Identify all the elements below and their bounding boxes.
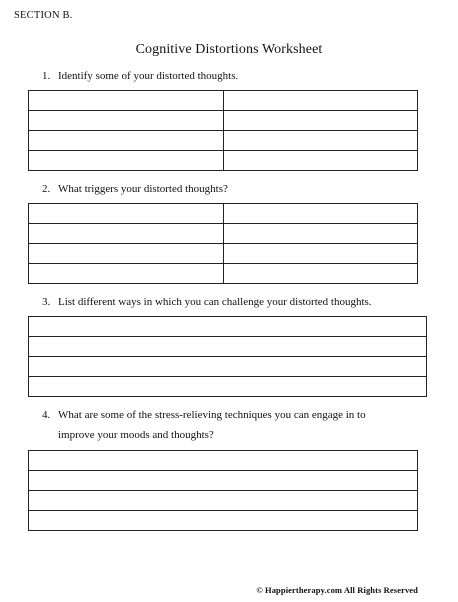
answer-table-3 bbox=[28, 316, 427, 397]
table-row bbox=[29, 264, 418, 284]
answer-cell[interactable] bbox=[29, 91, 224, 111]
table-row bbox=[29, 111, 418, 131]
question-number: 4. bbox=[42, 409, 51, 421]
answer-cell[interactable] bbox=[29, 357, 427, 377]
question-number: 1. bbox=[42, 70, 51, 82]
table-row bbox=[29, 151, 418, 171]
question-number: 3. bbox=[42, 296, 51, 308]
answer-cell[interactable] bbox=[29, 491, 418, 511]
section-label: SECTION B. bbox=[14, 10, 73, 21]
table-row bbox=[29, 357, 427, 377]
answer-cell[interactable] bbox=[223, 204, 418, 224]
question-text: What triggers your distorted thoughts? bbox=[58, 183, 228, 195]
answer-cell[interactable] bbox=[29, 264, 224, 284]
answer-cell[interactable] bbox=[29, 377, 427, 397]
table-row bbox=[29, 491, 418, 511]
answer-table-2 bbox=[28, 203, 418, 284]
answer-cell[interactable] bbox=[223, 151, 418, 171]
table-row bbox=[29, 204, 418, 224]
answer-cell[interactable] bbox=[29, 224, 224, 244]
answer-cell[interactable] bbox=[29, 317, 427, 337]
answer-table-1 bbox=[28, 90, 418, 171]
answer-cell[interactable] bbox=[29, 511, 418, 531]
table-row bbox=[29, 511, 418, 531]
answer-cell[interactable] bbox=[223, 244, 418, 264]
answer-table-4 bbox=[28, 450, 418, 531]
question-text: List different ways in which you can challenge your distorted thoughts. bbox=[58, 296, 372, 308]
answer-cell[interactable] bbox=[223, 131, 418, 151]
answer-cell[interactable] bbox=[29, 111, 224, 131]
answer-cell[interactable] bbox=[223, 264, 418, 284]
copyright-footer: © Happiertherapy.com All Rights Reserved bbox=[256, 585, 418, 595]
question-4 bbox=[42, 405, 366, 445]
table-row bbox=[29, 471, 418, 491]
question-number: 2. bbox=[42, 183, 51, 195]
answer-cell[interactable] bbox=[223, 224, 418, 244]
question-2 bbox=[42, 179, 228, 199]
table-row bbox=[29, 244, 418, 264]
answer-cell[interactable] bbox=[29, 131, 224, 151]
answer-cell[interactable] bbox=[223, 91, 418, 111]
table-row bbox=[29, 317, 427, 337]
table-row bbox=[29, 337, 427, 357]
answer-cell[interactable] bbox=[29, 337, 427, 357]
table-row bbox=[29, 91, 418, 111]
question-3 bbox=[42, 292, 372, 312]
question-text: Identify some of your distorted thoughts. bbox=[58, 70, 239, 82]
table-row bbox=[29, 451, 418, 471]
answer-cell[interactable] bbox=[29, 471, 418, 491]
worksheet-title: Cognitive Distortions Worksheet bbox=[135, 42, 323, 57]
table-row bbox=[29, 377, 427, 397]
answer-cell[interactable] bbox=[29, 204, 224, 224]
answer-cell[interactable] bbox=[29, 151, 224, 171]
question-1 bbox=[42, 66, 238, 86]
question-text-line-2: improve your moods and thoughts? bbox=[58, 429, 214, 441]
question-text-line-1: What are some of the stress-relieving techniques you can engage in to bbox=[58, 409, 366, 421]
answer-cell[interactable] bbox=[29, 244, 224, 264]
answer-cell[interactable] bbox=[223, 111, 418, 131]
table-row bbox=[29, 131, 418, 151]
table-row bbox=[29, 224, 418, 244]
answer-cell[interactable] bbox=[29, 451, 418, 471]
